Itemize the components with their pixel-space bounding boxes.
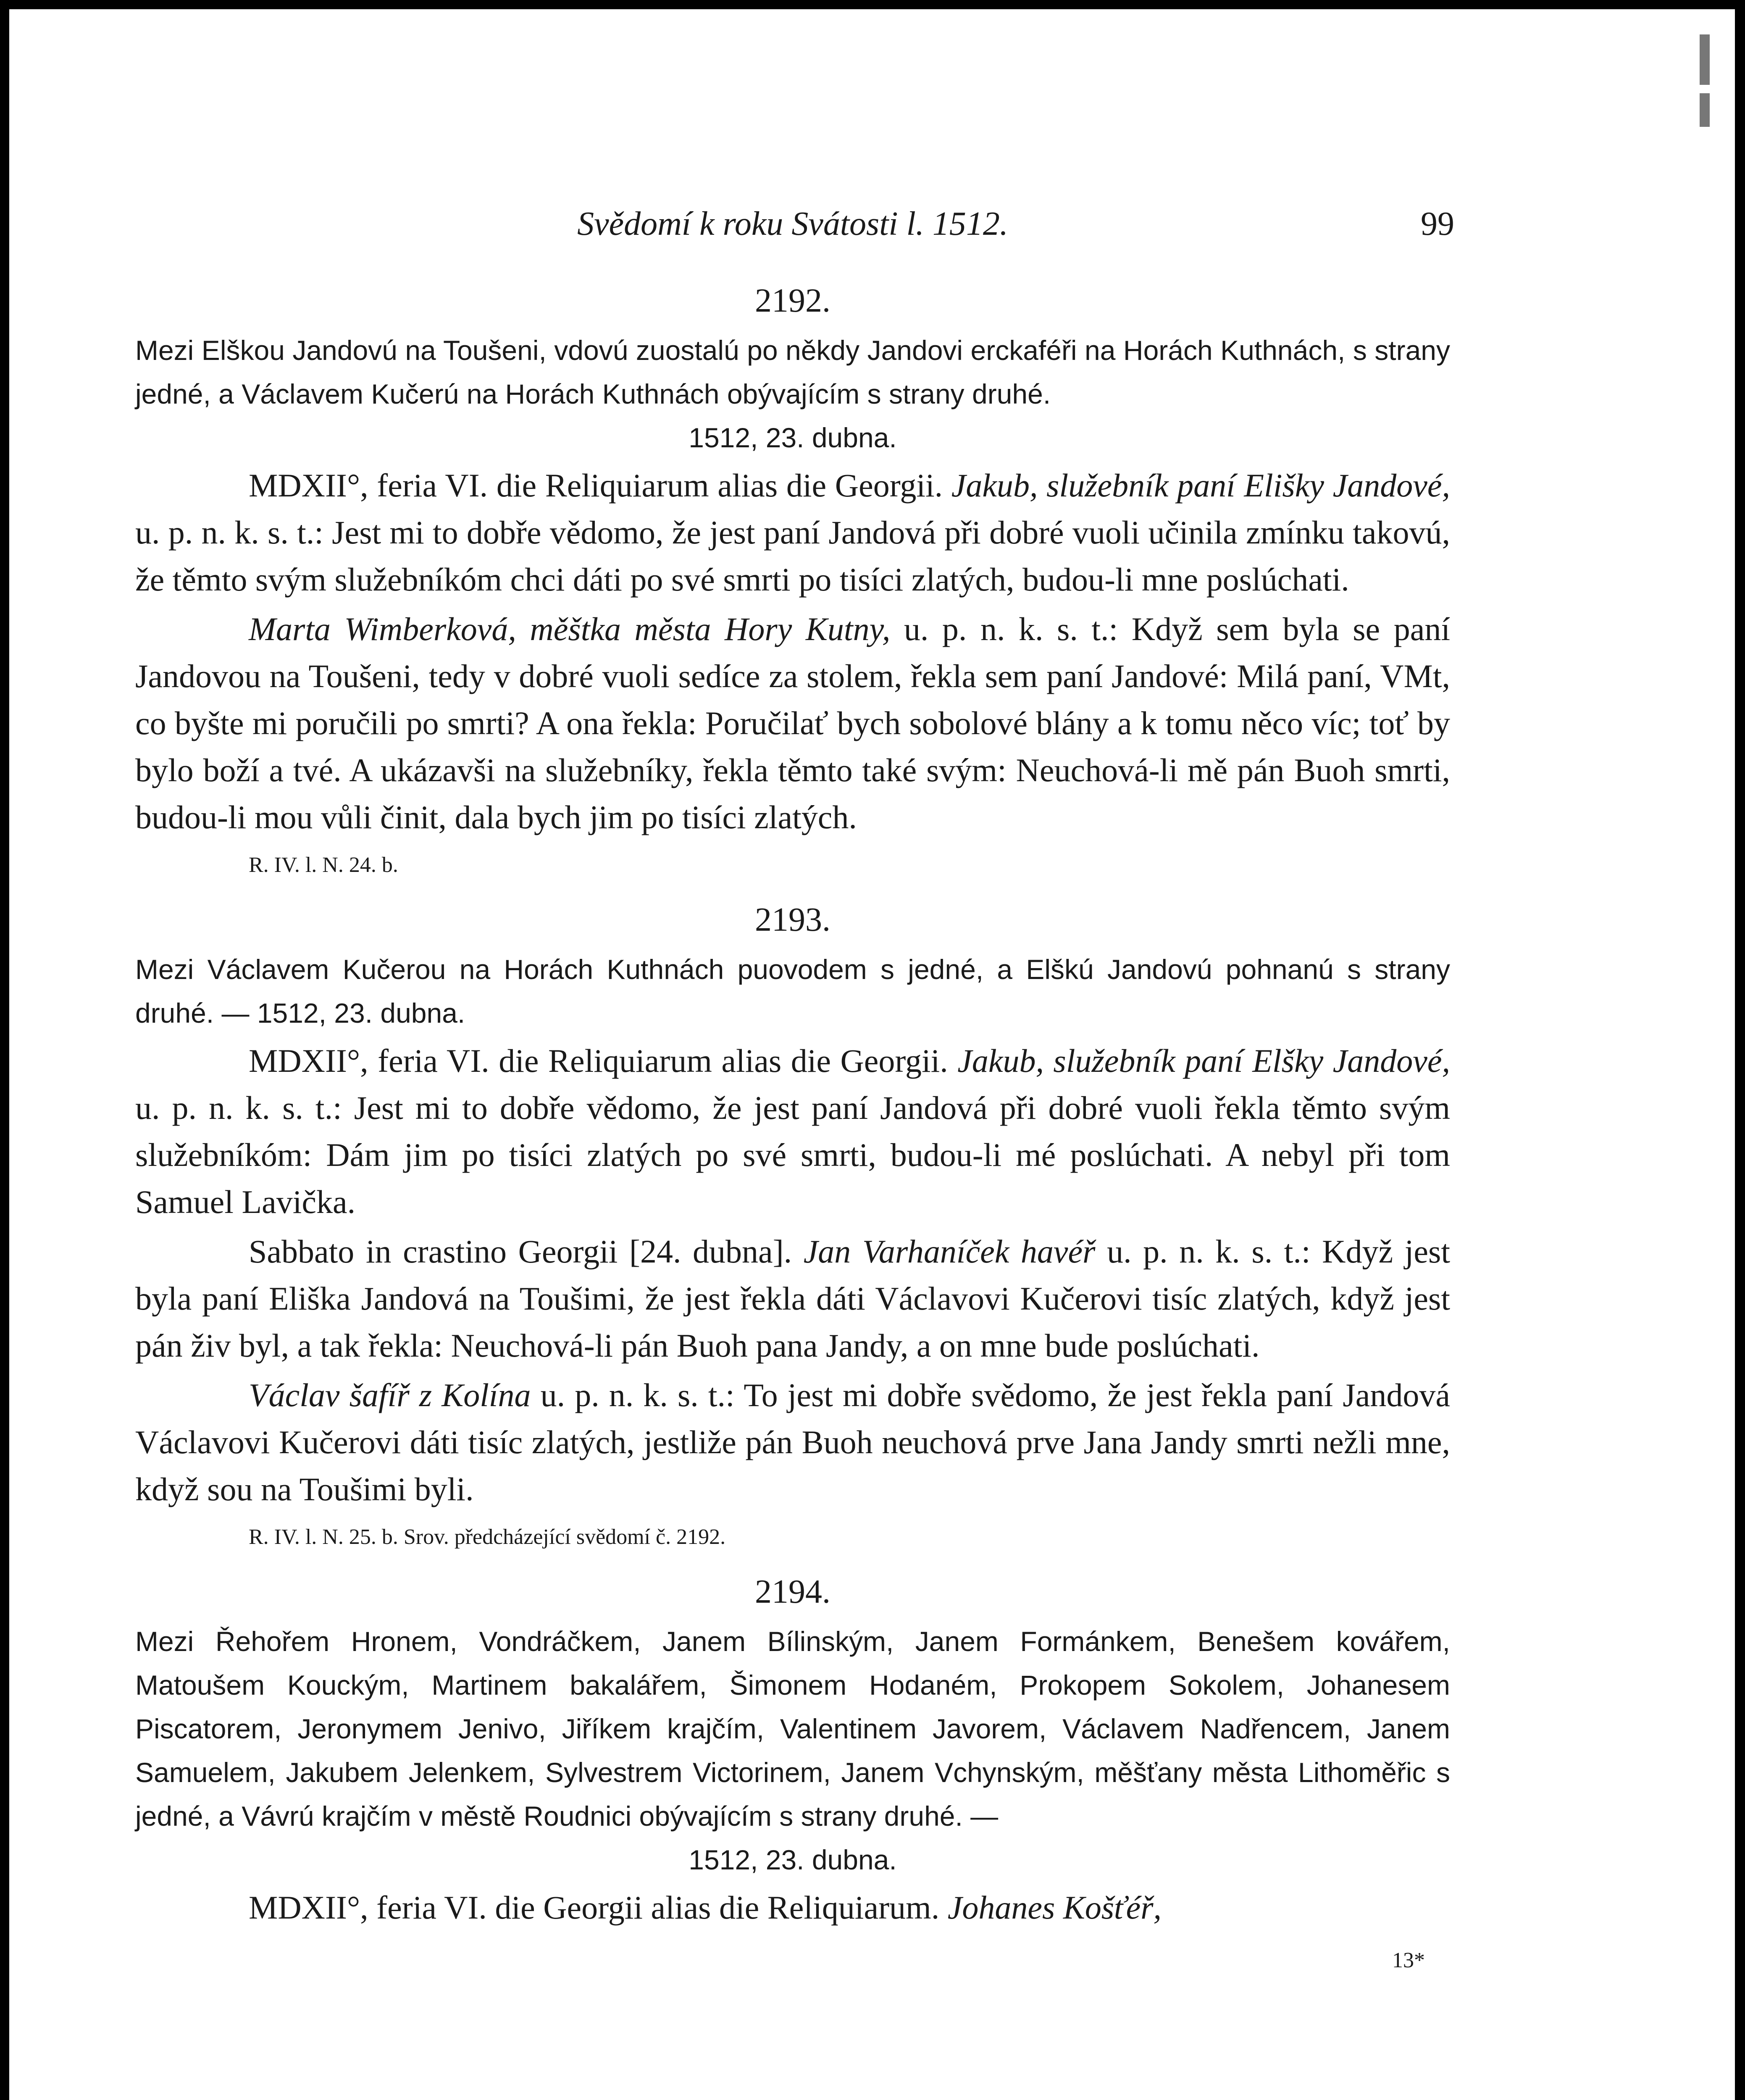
paragraph-text: u. p. n. k. s. t.: Jest mi to dobře vědomo, že jest paní Jandová při dobré vuoli učinila zmínku takovú, že těmto svým služebníkóm chci dáti po své smrti po tisíci zlatých, budou-li mne poslúchati. xyxy=(135,514,1450,598)
witness-name: Jakub, služebník paní Elšky Jandové, xyxy=(957,1042,1450,1079)
document-body xyxy=(135,270,1450,1984)
entry-heading: Mezi Elškou Jandovú na Toušeni, vdovú zuostalú po někdy Jandovi erckaféři na Horách Kuthnách, s strany jedné, a Václavem Kučerú na Horách Kuthnách obývajícím s strany druhé. xyxy=(135,335,1450,410)
entry-date: 1512, 23. dubna. xyxy=(689,1844,897,1875)
testimony-paragraph xyxy=(135,1884,1450,1931)
entry-heading: Mezi Václavem Kučerou na Horách Kuthnách puovodem s jedné, a Elškú Jandovú pohnanú s strany druhé. — 1512, 23. dubna. xyxy=(135,954,1450,1029)
witness-name: Marta Wimberková, měštka města Hory Kutny, xyxy=(249,611,891,647)
paragraph-lead: MDXII°, feria VI. die Reliquiarum alias die Georgii. xyxy=(249,1042,958,1079)
entry-number: 2192. xyxy=(755,282,830,319)
witness-name: Jan Varhaníček havéř xyxy=(803,1233,1096,1270)
paragraph-lead: MDXII°, feria VI. die Reliquiarum alias die Georgii. xyxy=(249,467,951,504)
witness-name: Václav šafíř z Kolína xyxy=(249,1377,531,1413)
scan-edge-mark xyxy=(1700,93,1710,127)
paragraph-text: u. p. n. k. s. t.: Když jest byla paní Eliška Jandová na Toušimi, že jest řekla dáti Václavovi Kučerovi tisíc zlatých, když jest pán živ byl, a tak řekla: Neuchová-li pán Buoh pana Jandy, a on mne bude poslúchati. xyxy=(135,1233,1450,1364)
document-page xyxy=(9,9,1735,2100)
source-reference: R. IV. l. N. 24. b. xyxy=(249,853,398,877)
paragraph-text: u. p. n. k. s. t.: Jest mi to dobře vědomo, že jest paní Jandová při dobré vuoli řekla těmto svým služebníkóm: Dám jim po tisíci zlatých po své smrti, budou-li mé poslúchati. A nebyl při tom Samuel Lavička. xyxy=(135,1089,1450,1220)
witness-name: Jakub, služebník paní Elišky Jandové, xyxy=(951,467,1450,504)
testimony-paragraph xyxy=(135,1228,1450,1369)
testimony-paragraph xyxy=(135,1037,1450,1226)
testimony-paragraph xyxy=(135,1372,1450,1513)
witness-name: Johanes Košťéř, xyxy=(947,1889,1162,1926)
running-head: Svědomí k roku Svátosti l. 1512. xyxy=(577,205,1008,242)
paragraph-lead: Sabbato in crastino Georgii [24. dubna]. xyxy=(249,1233,804,1270)
source-reference: R. IV. l. N. 25. b. Srov. předcházející svědomí č. 2192. xyxy=(249,1525,726,1549)
scan-edge-mark xyxy=(1700,34,1710,85)
entry-number: 2193. xyxy=(755,901,830,938)
testimony-paragraph xyxy=(135,606,1450,841)
paragraph-text: u. p. n. k. s. t.: To jest mi dobře svědomo, že jest řekla paní Jandová Václavovi Kučerovi dáti tisíc zlatých, jestliže pán Buoh neuchová prve Jana Jandy smrti nežli mne, když sou na Toušimi byli. xyxy=(135,1377,1450,1507)
entry-heading: Mezi Řehořem Hronem, Vondráčkem, Janem Bílinským, Janem Formánkem, Benešem kovářem, Matoušem Kouckým, Martinem bakalářem, Šimonem Hodaném, Prokopem Sokolem, Johanesem Piscatorem, Jeronymem Jenivo, Jiříkem krajčím, Valentinem Javorem, Václavem Nadřencem, Janem Samuelem, Jakubem Jelenkem, Sylvestrem Victorinem, Janem Vchynským, měšťany města Lithoměřic s jedné, a Vávrú krajčím v městě Roudnici obývajícím s strany druhé. — xyxy=(135,1626,1450,1832)
entry-number: 2194. xyxy=(755,1573,830,1610)
page-number: 99 xyxy=(1421,205,1454,242)
entry-date: 1512, 23. dubna. xyxy=(689,422,897,453)
paragraph-text: u. p. n. k. s. t.: Když sem byla se paní Jandovou na Toušeni, tedy v dobré vuoli sedíce za stolem, řekla sem paní Jandové: Milá paní, VMt, co byšte mi poručili po smrti? A ona řekla: Poručilať bych sobolové blány a k tomu něco víc; toť by bylo boží a tvé. A ukázavši na služebníky, řekla těmto také svým: Neuchová-li mě pán Buoh smrti, budou-li mou vůli činit, dala bych jim po tisíci zlatých. xyxy=(135,611,1450,835)
testimony-paragraph xyxy=(135,462,1450,603)
catchword: 13* xyxy=(1392,1948,1425,1972)
paragraph-lead: MDXII°, feria VI. die Georgii alias die Reliquiarum. xyxy=(249,1889,948,1926)
page-header xyxy=(135,200,1454,251)
